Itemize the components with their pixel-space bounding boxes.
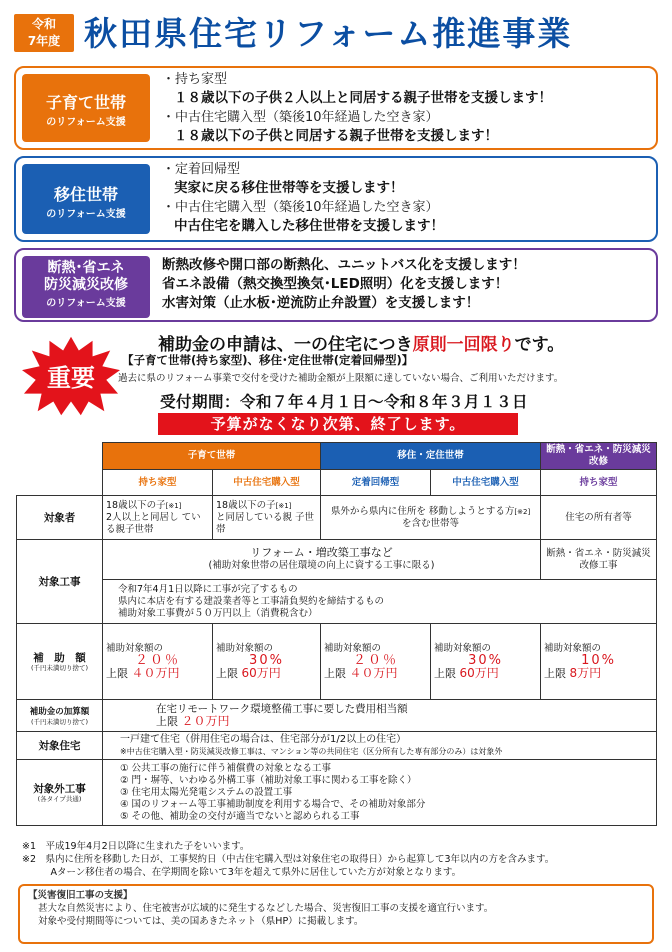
- iju-line-4: 中古住宅を購入した移住世帯を支援します！: [174, 218, 444, 234]
- cat-kosodate: 子育て世帯: [103, 443, 321, 470]
- kosodate-line-4: １８歳以下の子供と同居する親子世帯を支援します！: [174, 128, 498, 144]
- hojo-cap-prefix-4: 上限: [434, 667, 457, 680]
- hojo-cap-prefix-3: 上限: [324, 667, 347, 680]
- hojo-cap-5: 8万円: [569, 666, 602, 680]
- gai-item-1: ① 公共工事の施行に伴う補償費の対象となる工事: [120, 762, 332, 774]
- taishosha-iju: [321, 496, 541, 540]
- hojo-cap-2: 60万円: [241, 666, 281, 680]
- one-time-notice-c: です。: [514, 335, 565, 355]
- hojo-cap-4: 60万円: [459, 666, 499, 680]
- hojo-rate-4: 30%: [468, 653, 503, 668]
- fiscal-year-badge: [14, 14, 74, 52]
- hojo-cell-4: [431, 624, 541, 700]
- koji-main-sub: (補助対象世帯の居住環境の向上に資する工事に限る): [208, 560, 435, 571]
- gai-cell: [103, 760, 657, 826]
- taishosha-2a: 18歳以下の子: [216, 499, 276, 511]
- jutaku-note: ※中古住宅購入型・防災減災改修工事は、マンション等の共同住宅（区分所有した専有部分のみ）は対象外: [120, 746, 503, 756]
- iju-line-2: 実家に戻る移住世帯等を支援します！: [174, 180, 404, 196]
- taishosha-1b: 2人以上と同居し ている親子世帯: [106, 511, 201, 535]
- hojo-rate-1: ２０％: [134, 653, 180, 668]
- iju-lines: [162, 160, 444, 236]
- hojo-cell-label-3: 補助対象額の: [324, 643, 382, 654]
- dannetsu-label-sub: のリフォーム支援: [46, 298, 126, 309]
- footnote-1: ※1 平成19年4月2日以降に生まれた子をいいます。: [22, 841, 250, 852]
- iju-line-1: ・定着回帰型: [162, 162, 241, 177]
- budget-notice: 予算がなくなり次第、終了します。: [158, 413, 518, 435]
- taishosha-kosodate-mochiie: [103, 496, 213, 540]
- koji-conditions: [103, 580, 657, 624]
- taishosha-kosodate-chuko: [213, 496, 321, 540]
- gai-item-2: ② 門・塀等、いわゆる外構工事（補助対象工事に関わる工事を除く）: [120, 774, 417, 786]
- hojo-cell-label-5: 補助対象額の: [544, 643, 602, 654]
- hojo-cell-label-1: 補助対象額の: [106, 643, 164, 654]
- kasan-cap-prefix: 上限: [156, 715, 178, 728]
- kasan-label: 補助金の加算額: [29, 706, 90, 717]
- taishosha-3a: 県外から県内に住所を 移動しようとする方: [330, 505, 515, 517]
- hojo-cap-prefix-2: 上限: [216, 667, 238, 680]
- gai-item-3: ③ 住宅用太陽光発電システムの設置工事: [120, 786, 293, 798]
- dannetsu-line-1: 断熱改修や開口部の断熱化、ユニットバス化を支援します！: [162, 257, 526, 273]
- disaster-recovery-box: [18, 884, 654, 944]
- dannetsu-lines: [162, 256, 526, 313]
- hojo-label-sub: (千円未満切り捨て): [30, 663, 89, 672]
- gai-item-5: ⑤ その他、補助金の交付が適当でないと認められる工事: [120, 810, 360, 822]
- jutaku-text: 一戸建て住宅（併用住宅の場合は、住宅部分が1/2以上の住宅）: [120, 733, 407, 745]
- kasan-cap: ２０万円: [181, 714, 230, 728]
- footnote-3: Aターン移住者の場合、在学期間を除いて3年を超えて県外に居住していた方が対象となります。: [22, 867, 462, 878]
- hojo-cap-prefix-1: 上限: [106, 667, 128, 680]
- iju-line-3: ・中古住宅購入型（築後10年経過した空き家）: [162, 200, 439, 215]
- kosodate-label-sub: のリフォーム支援: [46, 117, 126, 128]
- kosodate-lines: [162, 70, 552, 146]
- disaster-line-1: 甚大な自然災害により、住宅被害が広域的に発生するなどした場合、災害復旧工事の支援を適宜行います。: [38, 903, 494, 914]
- koji-cond-3: 補助対象工事費が５０万円以上（消費税含む）: [118, 607, 318, 619]
- kosodate-line-3: ・中古住宅購入型（築後10年経過した空き家）: [162, 110, 439, 125]
- note2-ref: [※2]: [514, 507, 531, 516]
- row-header-koji: 対象工事: [17, 540, 103, 624]
- iju-label-sub: のリフォーム支援: [46, 209, 126, 220]
- hojo-cap-prefix-5: 上限: [544, 667, 567, 680]
- corner-cell-2: [17, 470, 103, 496]
- past-grant-note: 過去に県のリフォーム事業で交付を受けた補助金額が上限額に達していない場合、ご利用いただけます。: [118, 373, 564, 384]
- badge-line2: 7年度: [27, 34, 61, 48]
- footnotes: [22, 840, 554, 879]
- kosodate-label: [22, 74, 150, 142]
- sub-mochiie-1: 持ち家型: [103, 470, 213, 496]
- corner-cell: [17, 443, 103, 470]
- gai-label-sub: (各タイプ共通): [37, 794, 82, 803]
- footnote-2: ※2 県内に住所を移動した日が、工事契約日（中古住宅購入型は対象住宅の取得日）から起算して3年以内の方を含みます。: [22, 854, 555, 865]
- sub-mochiie-2: 持ち家型: [541, 470, 657, 496]
- one-time-notice-a: 補助金の申請は、一の住宅につき: [158, 335, 413, 355]
- disaster-line-2: 対象や受付期間等については、美の国あきたネット（県HP）に掲載します。: [38, 916, 364, 927]
- iju-label-main: 移住世帯: [53, 185, 118, 204]
- row-header-jutaku: 対象住宅: [17, 732, 103, 760]
- note1-ref-a: [※1]: [165, 501, 182, 510]
- dannetsu-label: [22, 256, 150, 318]
- note1-ref-b: [※1]: [275, 501, 292, 510]
- gai-item-4: ④ 国のリフォーム等工事補助制度を利用する場合で、その補助対象部分: [120, 798, 426, 810]
- hojo-cell-3: [321, 624, 431, 700]
- iju-label: [22, 164, 150, 234]
- hojo-cell-label-4: 補助対象額の: [434, 643, 492, 654]
- hojo-cap-1: ４０万円: [131, 666, 180, 680]
- kasan-cell: [103, 700, 657, 732]
- badge-line1: 令和: [31, 17, 56, 31]
- taishosha-2b: と同居している親 子世帯: [216, 511, 315, 535]
- kosodate-line-2: １８歳以下の子供２人以上と同居する親子世帯を支援します！: [174, 90, 552, 106]
- sub-chuko-2: 中古住宅購入型: [431, 470, 541, 496]
- hojo-cell-label-2: 補助対象額の: [216, 643, 274, 654]
- eligible-types-note: 【子育て世帯(持ち家型)、移住･定住世帯(定着回帰型)】: [122, 353, 414, 367]
- sub-chuko-1: 中古住宅購入型: [213, 470, 321, 496]
- koji-main-text: リフォーム・増改築工事など: [250, 546, 393, 559]
- kasan-text: 在宅リモートワーク環境整備工事に要した費用相当額: [156, 703, 408, 715]
- jutaku-cell: [103, 732, 657, 760]
- application-period: 受付期間：令和７年４月１日～令和８年３月１３日: [160, 393, 529, 411]
- kosodate-line-1: ・持ち家型: [162, 72, 228, 87]
- hojo-cell-2: [213, 624, 321, 700]
- hojo-cell-5: [541, 624, 657, 700]
- row-header-taishosha: 対象者: [17, 496, 103, 540]
- koji-cond-1: 令和7年4月1日以降に工事が完了するもの: [118, 583, 298, 595]
- dannetsu-support-box: [14, 248, 658, 322]
- taishosha-dannetsu: 住宅の所有者等: [541, 496, 657, 540]
- program-table: [16, 442, 657, 826]
- sub-teichaku: 定着回帰型: [321, 470, 431, 496]
- koji-cond-2: 県内に本店を有する建設業者等と工事請負契約を締結するもの: [118, 595, 385, 607]
- hojo-cell-1: [103, 624, 213, 700]
- taishosha-3b: を含む世帯等: [402, 517, 460, 529]
- row-header-hojo: [17, 624, 103, 700]
- kosodate-label-main: 子育て世帯: [45, 93, 126, 112]
- cat-dannetsu: 断熱・省エネ・防災減災改修: [541, 443, 657, 470]
- hojo-label: 補 助 額: [33, 651, 86, 664]
- koji-dannetsu: 断熱・省エネ・防災減災改修工事: [541, 540, 657, 580]
- hojo-cap-3: ４０万円: [349, 666, 398, 680]
- hojo-rate-2: 30%: [249, 653, 284, 668]
- gai-label: 対象外工事: [33, 782, 86, 795]
- one-time-notice-b: 原則一回限り: [412, 335, 515, 355]
- cat-iju: 移住・定住世帯: [321, 443, 541, 470]
- kasan-label-sub: (千円未満切り捨て): [30, 717, 89, 726]
- row-header-gai: [17, 760, 103, 826]
- dannetsu-label-main1: 断熱･省エネ: [47, 260, 125, 276]
- row-header-kasan: [17, 700, 103, 732]
- disaster-heading: 【災害復旧工事の支援】: [28, 890, 133, 901]
- kosodate-support-box: [14, 66, 658, 150]
- hojo-rate-3: ２０％: [353, 653, 399, 668]
- iju-support-box: [14, 156, 658, 242]
- koji-main: [103, 540, 541, 580]
- dannetsu-line-3: 水害対策（止水板･逆流防止弁設置）を支援します！: [162, 295, 480, 311]
- dannetsu-label-main2: 防災減災改修: [44, 277, 128, 293]
- hojo-rate-5: 10%: [581, 653, 616, 668]
- dannetsu-line-2: 省エネ設備（熱交換型換気･LED照明）化を支援します！: [162, 276, 509, 292]
- taishosha-1a: 18歳以下の子: [106, 499, 166, 511]
- page-title: 秋田県住宅リフォーム推進事業: [84, 14, 573, 53]
- important-label: 重要: [47, 364, 95, 392]
- header: [0, 0, 672, 60]
